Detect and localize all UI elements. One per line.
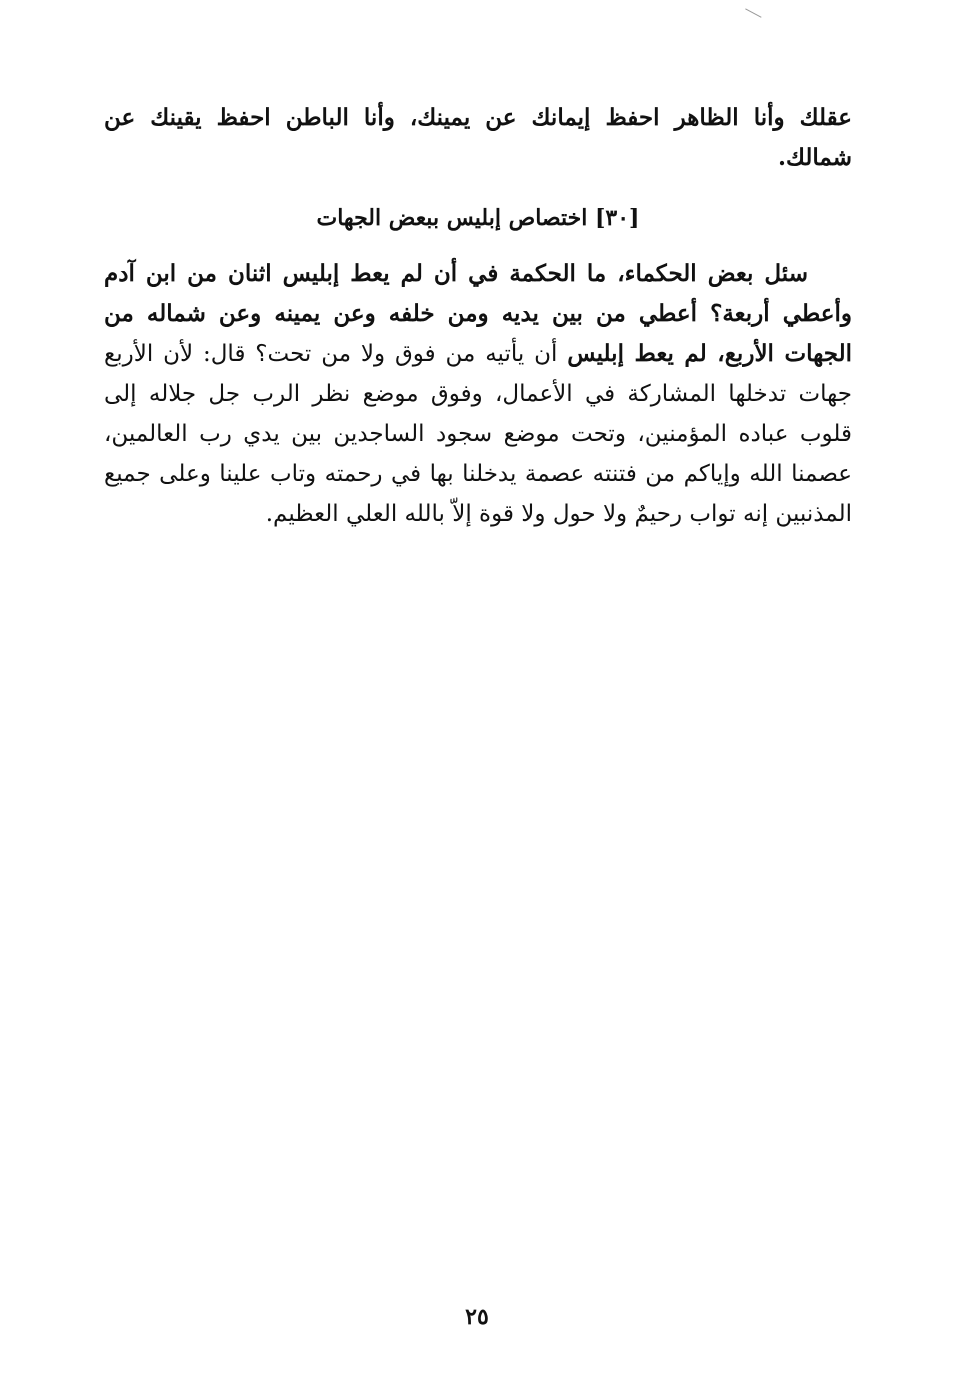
scan-mark [740,8,761,26]
section-paragraph [104,254,852,534]
continuation-paragraph: عقلك وأنا الظاهر احفظ إيمانك عن يمينك، وأنا الباطن احفظ يقينك عن شمالك. [104,104,852,171]
page-number: ٢٥ [465,1304,489,1330]
section-heading: [٣٠] اختصاص إبليس ببعض الجهات [316,205,640,231]
paragraph-rest: أن يأتيه من فوق ولا من تحت؟ قال: لأن الأربع جهات تدخلها المشاركة في الأعمال، وفوق موضع نظر الرب جل جلاله إلى قلوب عباده المؤمنين، وتحت موضع سجود الساجدين بين يدي رب العالمين، عصمنا الله وإياكم من فتنته عصمة يدخلنا بها في رحمته وتاب علينا وعلى جميع المذنبين إنه تواب رحيمٌ ولا حول ولا قوة إلاّ بالله العلي العظيم. [104,341,852,527]
paragraph-opening: سئل بعض الحكماء، ما الحكمة في أن لم يعط إبليس اثنان من ابن آدم وأعطي أربعة؟ أعطي من بين يديه ومن خلفه وعن يمينه وعن شماله من الجهات الأربع، لم يعط إبليس [104,260,853,367]
